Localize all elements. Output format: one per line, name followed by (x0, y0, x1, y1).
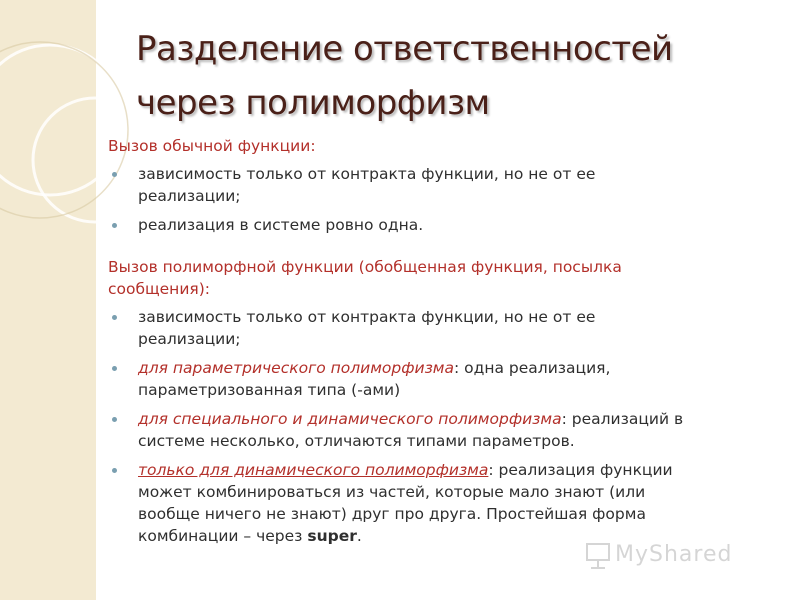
bullet-icon (112, 417, 117, 422)
section2-list (108, 306, 693, 547)
title-line-1: Разделение ответственностей (136, 29, 673, 69)
watermark-logo-icon (583, 540, 613, 572)
list-item (108, 306, 693, 350)
list-item-text: : реализаций в системе несколько, отличаются типами параметров. (138, 410, 684, 450)
list-item-text: зависимость только от контракта функции, но не от ее реализации; (138, 308, 596, 348)
section1-heading: Вызов обычной функции: (108, 137, 316, 155)
list-item-text-end: . (356, 527, 362, 545)
section2-heading: Вызов полиморфной функции (обобщенная функция, посылка сообщения): (108, 258, 622, 298)
list-item-text: : одна реализация, параметризованная типа (-ами) (138, 359, 611, 399)
keyword-super: super (307, 527, 357, 545)
slide-title (136, 22, 776, 130)
list-item (108, 163, 693, 207)
watermark-text: MyShared (615, 542, 733, 567)
bullet-icon (112, 468, 117, 473)
emphasis-text: для параметрического полиморфизма (138, 359, 455, 377)
list-item (108, 459, 693, 547)
emphasis-text: для специального и динамического полиморфизма (138, 410, 562, 428)
list-item (108, 214, 693, 236)
section1-list (108, 163, 693, 236)
title-line-2: через полиморфизм (136, 83, 490, 123)
list-item-text: зависимость только от контракта функции, но не от ее реализации; (138, 165, 596, 205)
list-item-text: реализация в системе ровно одна. (138, 216, 424, 234)
bullet-icon (112, 315, 117, 320)
list-item-text: : реализация функции может комбинироваться из частей, которые мало знают (или вообще ничего не знают) друг про друга. Простейшая форма комбинации – через (138, 461, 673, 545)
bullet-icon (112, 366, 117, 371)
slide-content (108, 135, 693, 554)
list-item (108, 408, 693, 452)
watermark (583, 540, 768, 574)
list-item (108, 357, 693, 401)
emphasis-text-underlined: только для динамического полиморфизма (138, 461, 489, 479)
bullet-icon (112, 172, 117, 177)
bullet-icon (112, 223, 117, 228)
